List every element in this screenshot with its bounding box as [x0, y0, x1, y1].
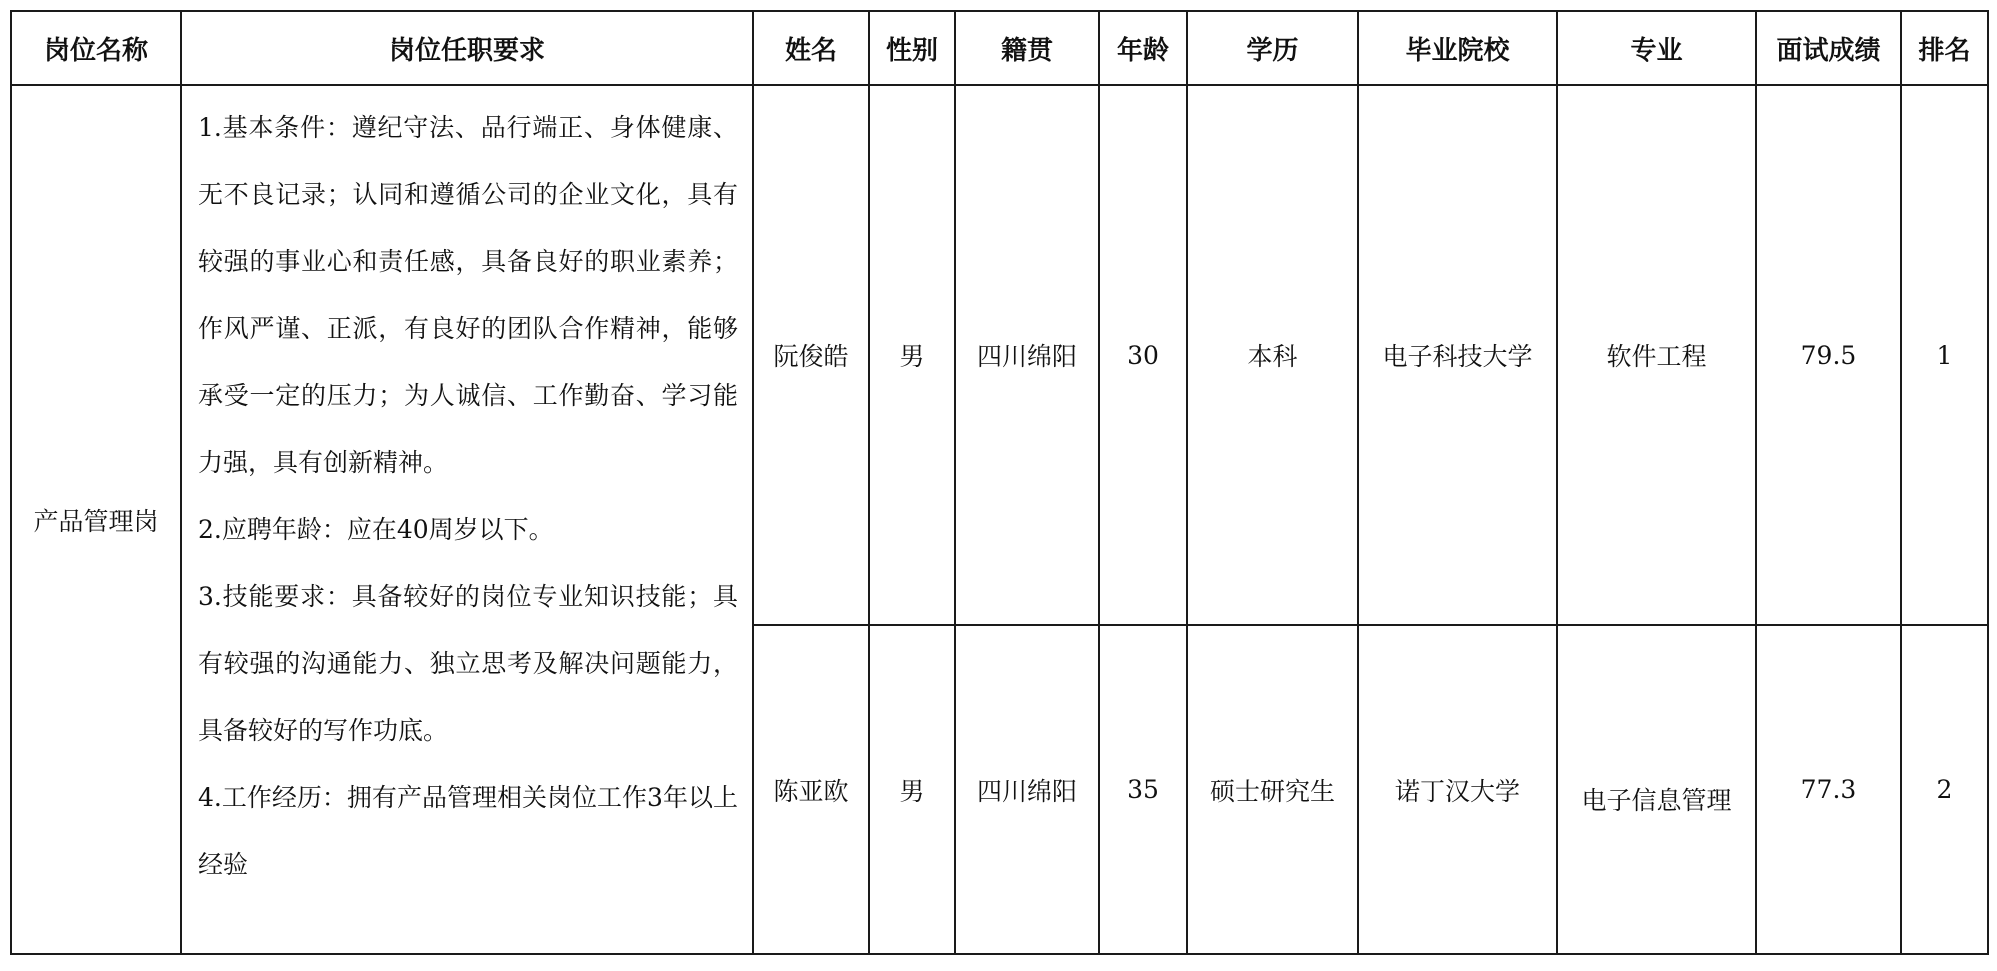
candidate-school: 电子科技大学: [1358, 85, 1557, 625]
header-education: 学历: [1187, 11, 1358, 85]
candidate-gender: 男: [869, 625, 955, 954]
header-position: 岗位名称: [11, 11, 181, 85]
candidate-major: 电子信息管理: [1581, 785, 1732, 815]
header-score: 面试成绩: [1756, 11, 1901, 85]
table-row: [11, 85, 1988, 625]
position-name-cell: 产品管理岗: [11, 85, 181, 954]
requirement-basic: 1.基本条件：遵纪守法、品行端正、身体健康、无不良记录；认同和遵循公司的企业文化，具有较强的事业心和责任感，具备良好的职业素养；作风严谨、正派，有良好的团队合作精神，能够承受一定的压力；为人诚信、工作勤奋、学习能力强，具有创新精神。: [198, 113, 738, 477]
header-name: 姓名: [753, 11, 869, 85]
header-requirements: 岗位任职要求: [181, 11, 753, 85]
candidate-school: 诺丁汉大学: [1358, 625, 1557, 954]
candidate-name: 陈亚欧: [753, 625, 869, 954]
header-major: 专业: [1557, 11, 1756, 85]
header-school: 毕业院校: [1358, 11, 1557, 85]
candidate-hometown: 四川绵阳: [955, 625, 1099, 954]
header-row: [11, 11, 1988, 85]
candidate-major: 软件工程: [1557, 85, 1756, 625]
candidate-age: 35: [1099, 625, 1187, 954]
candidate-age: 30: [1099, 85, 1187, 625]
candidate-education: 硕士研究生: [1187, 625, 1358, 954]
requirement-age: 2.应聘年龄：应在40周岁以下。: [198, 515, 554, 544]
candidate-name: 阮俊皓: [753, 85, 869, 625]
candidate-major-cell: [1557, 625, 1756, 954]
candidate-score: 79.5: [1756, 85, 1901, 625]
requirement-experience: 4.工作经历：拥有产品管理相关岗位工作3年以上经验: [198, 783, 738, 879]
candidate-score: 77.3: [1756, 625, 1901, 954]
header-rank: 排名: [1901, 11, 1988, 85]
candidate-rank: 1: [1901, 85, 1988, 625]
requirements-cell: [181, 85, 753, 954]
requirement-skills: 3.技能要求：具备较好的岗位专业知识技能；具有较强的沟通能力、独立思考及解决问题能力，具备较好的写作功底。: [198, 582, 738, 745]
header-gender: 性别: [869, 11, 955, 85]
candidate-hometown: 四川绵阳: [955, 85, 1099, 625]
candidate-table: [10, 10, 1989, 955]
header-age: 年龄: [1099, 11, 1187, 85]
candidate-rank: 2: [1901, 625, 1988, 954]
candidate-gender: 男: [869, 85, 955, 625]
candidate-education: 本科: [1187, 85, 1358, 625]
header-hometown: 籍贯: [955, 11, 1099, 85]
